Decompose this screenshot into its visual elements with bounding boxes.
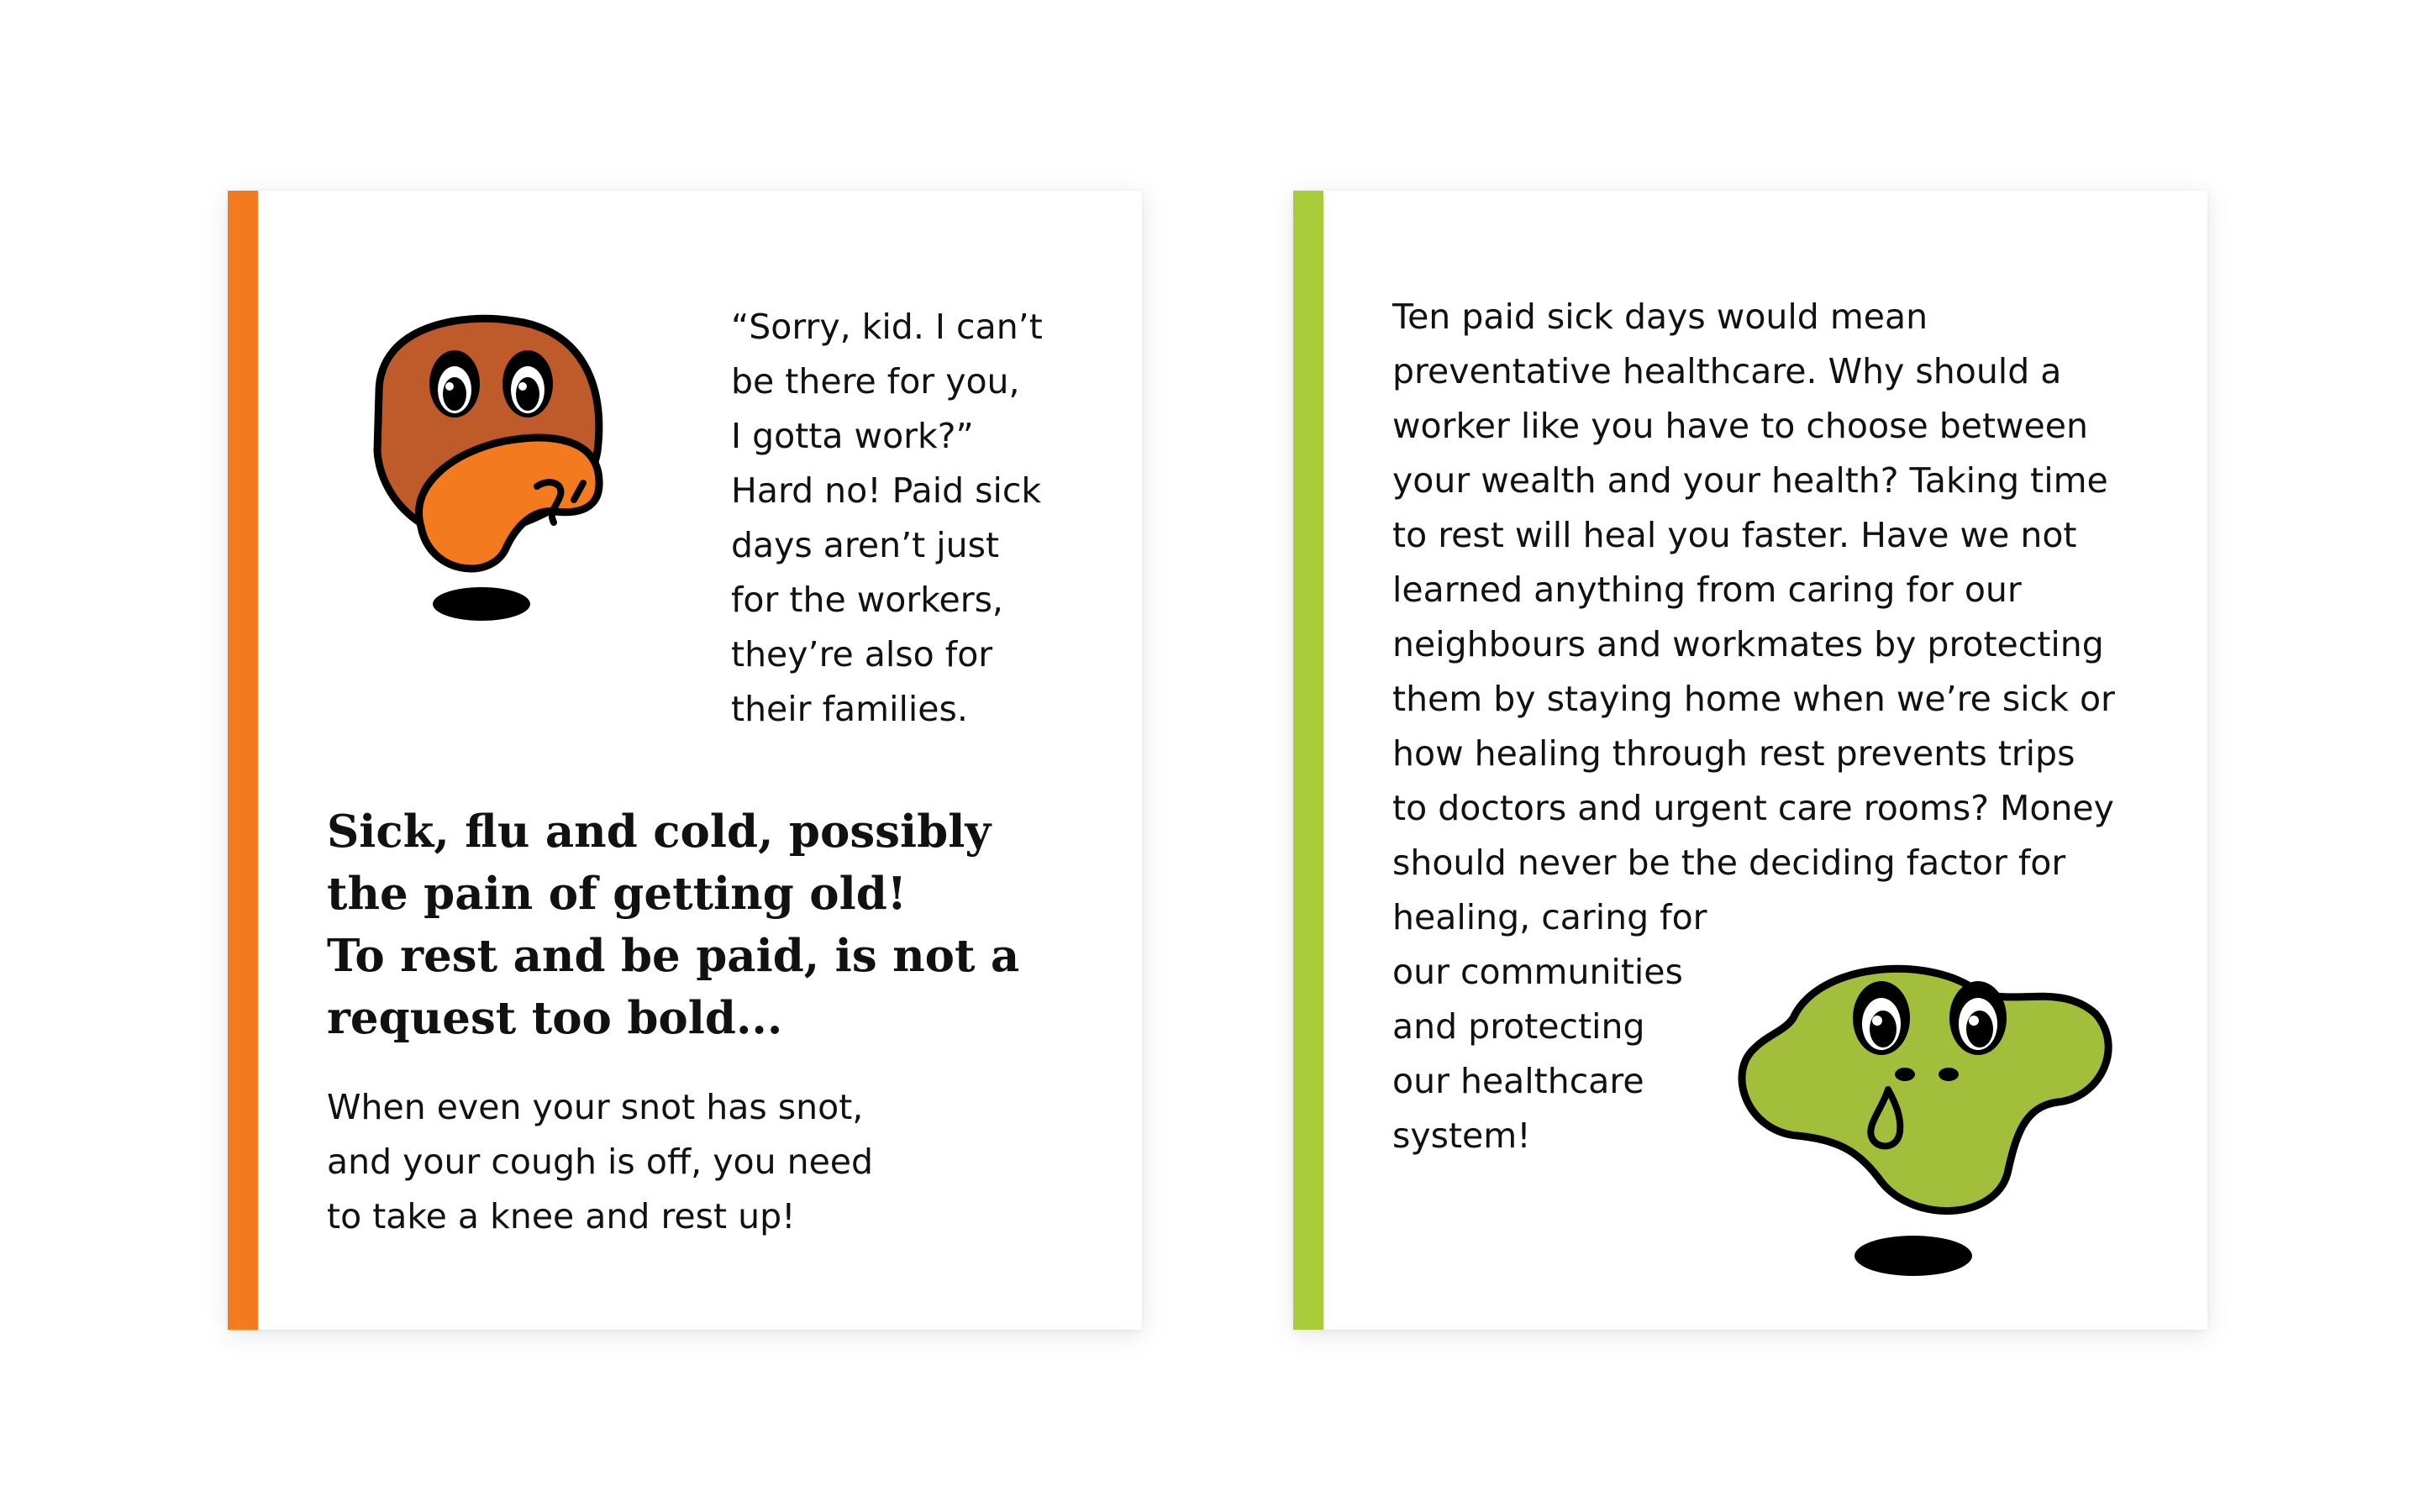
- orange-blob-sick-face-icon: [329, 291, 665, 627]
- closing-text: When even your snot has snot, and your cough is off, you need to take a knee and rest up!: [327, 1087, 874, 1236]
- accent-stripe-orange: [228, 191, 258, 1330]
- body-text: Ten paid sick days would mean preventative healthcare. Why should a worker like you have to choose between your wealth and your health? Taking time to rest will heal you faster. Have we not learned anything from caring for our neighbours and workmates by protecting them by staying home when we’re sick or how healing through rest prevents trips to doctors and urgent care rooms? Money should never be the deciding factor for healing, caring for our communities and protecting our healthcare system!: [1392, 297, 2115, 1156]
- quote-text: “Sorry, kid. I can’t be there for you, I gotta work?” Hard no! Paid sick days aren’t just for the workers, they’re also for their families.: [731, 307, 1043, 729]
- poem-heading: Sick, flu and cold, possibly the pain of getting old! To rest and be paid, is not a request too bold...: [327, 806, 1020, 1044]
- card-left: [228, 191, 1142, 1330]
- accent-stripe-green: [1293, 191, 1323, 1330]
- card-right: [1293, 191, 2207, 1330]
- green-blob-runny-nose-face-icon: [1705, 930, 2117, 1283]
